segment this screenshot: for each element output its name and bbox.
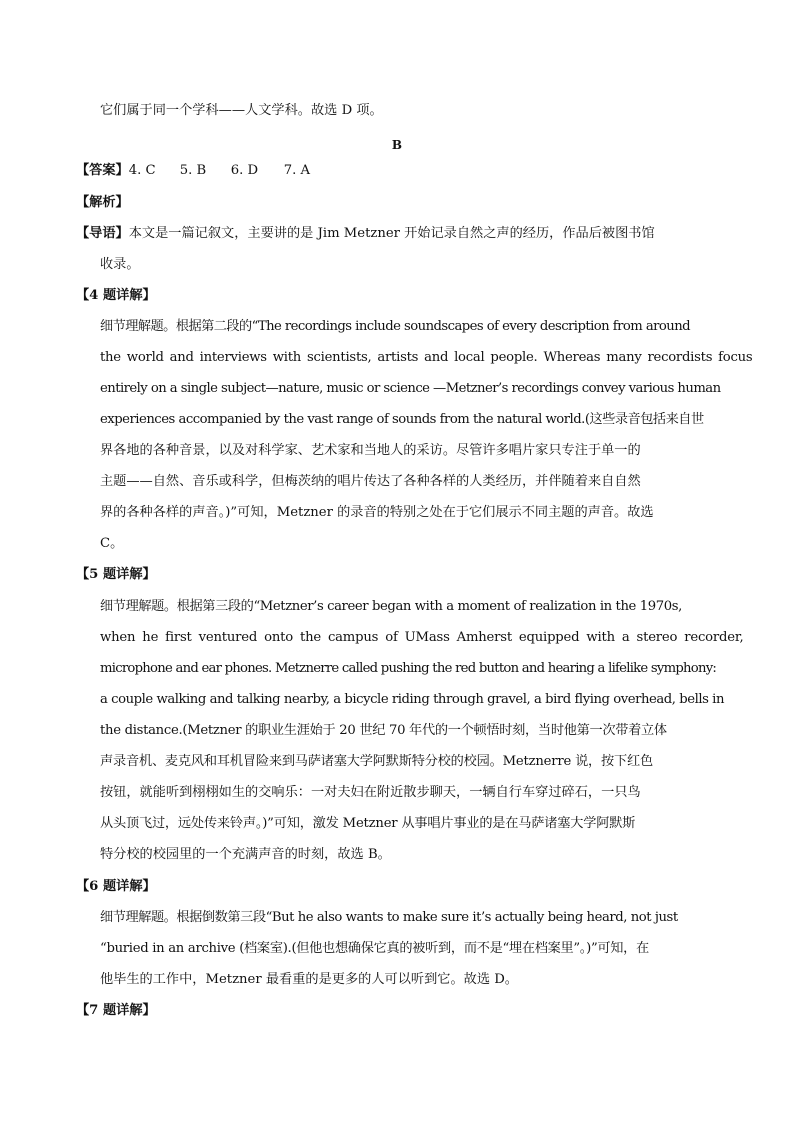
q4-text: experiences accompanied by the vast range of sounds from the natural world.(这些录音包括来自世 xyxy=(100,412,704,427)
q4-text: 细节理解题。根据第二段的“The recordings include soundscapes of every description from around xyxy=(100,319,691,334)
analysis-label: 【解析】 xyxy=(76,195,129,210)
q5-text: 按钮，就能听到栩栩如生的交响乐：一对夫妇在附近散步聊天，一辆自行车穿过碎石，一只鸟 xyxy=(100,785,641,800)
answer-line xyxy=(76,161,310,181)
guide-text: 本文是一篇记叙文，主要讲的是 Jim Metzner 开始记录自然之声的经历，作品后被图书馆 xyxy=(128,226,655,241)
guide-text: 收录。 xyxy=(100,257,140,272)
q4-text: the world and interviews with scientists, artists and local people. Whereas many recordists focus xyxy=(100,350,753,365)
q4-label: 【4 题详解】 xyxy=(76,288,156,303)
q4-text: C。 xyxy=(100,536,124,551)
q6-text: “buried in an archive (档案室).(但他也想确保它真的被听到，而不是“埋在档案里”。)”可知，在 xyxy=(100,941,649,956)
q5-text: 特分校的校园里的一个充满声音的时刻，故选 B。 xyxy=(100,847,391,862)
q7-label: 【7 题详解】 xyxy=(76,1003,156,1018)
q4-text: 界的各种各样的声音。)”可知，Metzner 的录音的特别之处在于它们展示不同主题的声音。故选 xyxy=(100,505,654,520)
q5-text: microphone and ear phones. Metznerre called pushing the red button and hearing a lifelike symphony: xyxy=(100,661,717,676)
q5-text: the distance.(Metzner 的职业生涯始于 20 世纪 70 年代的一个顿悟时刻，当时他第一次带着立体 xyxy=(100,723,667,738)
q5-text: 从头顶飞过，远处传来铃声。)”可知，激发 Metzner 从事唱片事业的是在马萨诸塞大学阿默斯 xyxy=(100,816,636,831)
q4-text: 主题——自然、音乐或科学，但梅茨纳的唱片传达了各种各样的人类经历，并伴随着来自自然 xyxy=(100,474,641,489)
q5-text: when he first ventured onto the campus of UMass Amherst equipped with a stereo recorder, xyxy=(100,630,744,645)
section-title: B xyxy=(391,138,403,152)
q5-label: 【5 题详解】 xyxy=(76,567,156,582)
q6-text: 他毕生的工作中，Metzner 最看重的是更多的人可以听到它。故选 D。 xyxy=(100,972,518,987)
q5-text: 声录音机、麦克风和耳机冒险来到马萨诸塞大学阿默斯特分校的校园。Metznerre 说，按下红色 xyxy=(100,754,653,769)
q5-text: a couple walking and talking nearby, a bicycle riding through gravel, a bird flying overhead, bells in xyxy=(100,692,724,707)
answer-item: 4. C xyxy=(128,163,156,178)
answer-item: 7. A xyxy=(283,163,311,178)
intro-line: 它们属于同一个学科——人文学科。故选 D 项。 xyxy=(100,103,383,118)
q4-text: 界各地的各种音景，以及对科学家、艺术家和当地人的采访。尽管许多唱片家只专注于单一的 xyxy=(100,443,641,458)
guide-label: 【导语】 xyxy=(76,226,129,241)
answer-item: 5. B xyxy=(179,163,207,178)
answer-label: 【答案】 xyxy=(76,163,129,178)
q5-text: 细节理解题。根据第三段的“Metzner’s career began with a moment of realization in the 1970s, xyxy=(100,599,682,614)
q4-text: entirely on a single subject—nature, music or science —Metzner’s recordings convey various human xyxy=(100,381,721,396)
q6-label: 【6 题详解】 xyxy=(76,879,156,894)
q6-text: 细节理解题。根据倒数第三段“But he also wants to make sure it’s actually being heard, not just xyxy=(100,910,678,925)
guide-line xyxy=(76,224,655,244)
answer-item: 6. D xyxy=(230,163,259,178)
